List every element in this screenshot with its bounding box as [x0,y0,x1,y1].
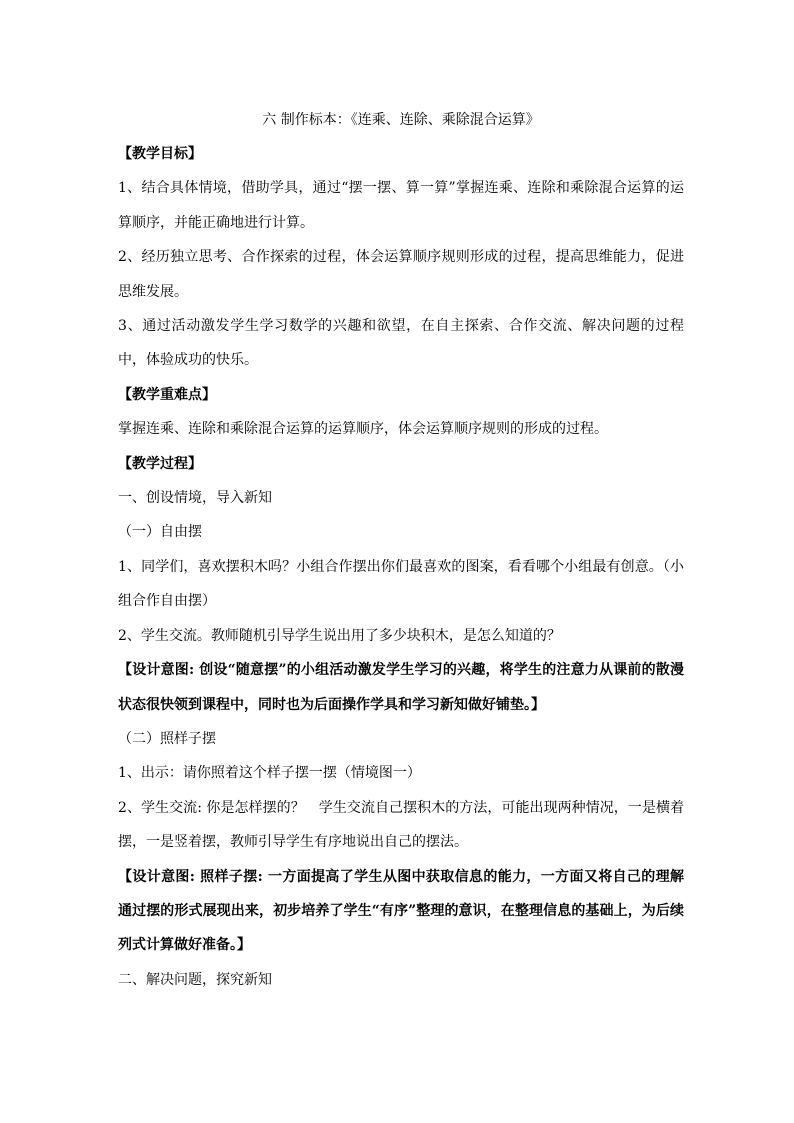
heading-teaching-process: 【教学过程】 [118,455,202,472]
goal-item-3: 3、通过活动激发学生学习数学的兴趣和欲望，在自主探索、合作交流、解决问题的过程中，体验成功的快乐。 [118,318,684,369]
subsection-2-answer: 学生交流自己摆积木的方法，可能出现两种情况，一是横着摆，一是竖着摆，教师引导学生有序地说出自己的摆法。 [118,799,684,851]
subsection-2-question: 2、学生交流: 你是怎样摆的？ [118,799,305,816]
goal-item-1: 1、结合具体情境，借助学具，通过“摆一摆、算一算”掌握连乘、连除和乘除混合运算的运算顺序，并能正确地进行计算。 [118,180,684,231]
key-points-text: 掌握连乘、连除和乘除混合运算的运算顺序，体会运算顺序规则的形成的过程。 [118,421,608,438]
heading-key-points: 【教学重难点】 [118,386,216,403]
section-heading-1: 一、创设情境，导入新知 [118,490,272,507]
subsection-2-paragraph-2 [118,791,684,860]
section-heading-2: 二、解决问题，探究新知 [118,971,272,988]
subsection-1-paragraph-2: 2、学生交流。教师随机引导学生说出用了多少块积木，是怎么知道的？ [118,627,561,644]
goal-item-2: 2、经历独立思考、合作探索的过程，体会运算顺序规则形成的过程，提高思维能力，促进思维发展。 [118,249,684,300]
subsection-1-paragraph-1: 1、同学们，喜欢摆积木吗？小组合作摆出你们最喜欢的图案，看看哪个小组最有创意。（小组合作自由摆） [118,558,684,610]
design-intent-2: 【设计意图: 照样子摆: 一方面提高了学生从图中获取信息的能力，一方面又将自己的理解通过摆的形式展现出来，初步培养了学生“有序”整理的意识，在整理信息的基础上，为后续列式计算做好准备。】 [118,868,684,954]
document-title: 六 制作标本：《连乘、连除、乘除混合运算》 [262,112,540,128]
design-intent-1: 【设计意图: 创设“随意摆”的小组活动激发学生学习的兴趣，将学生的注意力从课前的散漫状态很快领到课程中，同时也为后面操作学具和学习新知做好铺垫。】 [118,662,684,713]
document-page [118,103,684,997]
heading-teaching-goals: 【教学目标】 [118,146,202,162]
subsection-heading-2: （二）照样子摆 [118,730,216,747]
subsection-2-paragraph-1: 1、出示：请你照着这个样子摆一摆（情境图一） [118,765,421,782]
subsection-heading-1: （一）自由摆 [118,524,202,541]
